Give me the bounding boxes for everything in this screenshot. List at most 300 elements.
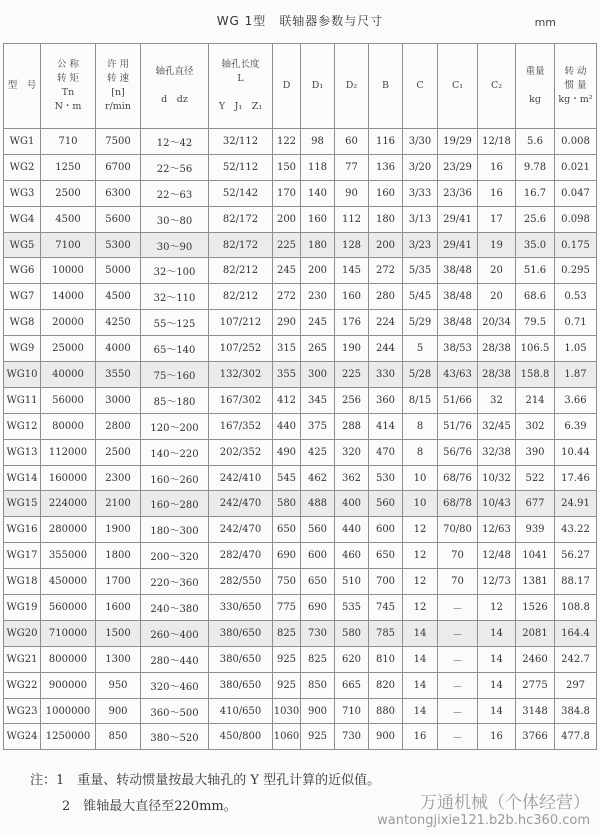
cell-D: 355 xyxy=(273,362,301,388)
header-tn-line: Tn xyxy=(61,87,75,98)
cell-D1: 650 xyxy=(301,569,335,595)
header-bore-line: d dz xyxy=(161,94,188,105)
header-n-line: 许 用 xyxy=(106,59,130,70)
cell-D2: 77 xyxy=(335,154,369,180)
cell-weight: 1041 xyxy=(516,543,555,569)
cell-B: 810 xyxy=(369,646,403,672)
cell-tn: 280000 xyxy=(41,517,96,543)
header-weight-line xyxy=(516,79,554,93)
table-row xyxy=(4,672,597,698)
cell-B: 700 xyxy=(369,569,403,595)
cell-C2: 14 xyxy=(478,672,516,698)
cell-inertia: 43.22 xyxy=(555,517,597,543)
cell-length: 82/172 xyxy=(209,206,273,232)
cell-D2: 362 xyxy=(335,465,369,491)
cell-D1: 98 xyxy=(301,129,335,155)
header-tn xyxy=(41,44,96,129)
cell-weight: 522 xyxy=(516,465,555,491)
cell-B: 650 xyxy=(369,543,403,569)
cell-C: 8 xyxy=(403,413,438,439)
cell-D: 290 xyxy=(273,310,301,336)
cell-C1: － xyxy=(438,595,478,621)
cell-n: 1900 xyxy=(96,517,141,543)
cell-length: 107/252 xyxy=(209,336,273,362)
cell-model: WG2 xyxy=(4,154,41,180)
cell-D2: 256 xyxy=(335,387,369,413)
cell-inertia: 0.047 xyxy=(555,180,597,206)
cell-tn: 2500 xyxy=(41,180,96,206)
header-n xyxy=(96,44,141,129)
cell-D1: 488 xyxy=(301,491,335,517)
cell-tn: 1250 xyxy=(41,154,96,180)
cell-D2: 400 xyxy=(335,491,369,517)
cell-n: 5000 xyxy=(96,258,141,284)
cell-inertia: 10.44 xyxy=(555,439,597,465)
cell-model: WG17 xyxy=(4,543,41,569)
cell-inertia: 0.021 xyxy=(555,154,597,180)
cell-B: 880 xyxy=(369,698,403,724)
cell-n: 5600 xyxy=(96,206,141,232)
cell-C: 12 xyxy=(403,543,438,569)
cell-n: 4000 xyxy=(96,336,141,362)
cell-B: 414 xyxy=(369,413,403,439)
cell-D2: 460 xyxy=(335,543,369,569)
header-weight xyxy=(516,44,555,129)
cell-C1: 38/48 xyxy=(438,310,478,336)
cell-n: 2100 xyxy=(96,491,141,517)
cell-weight: 158.8 xyxy=(516,362,555,388)
cell-tn: 25000 xyxy=(41,336,96,362)
header-inertia-line: 转 动 xyxy=(564,66,587,77)
cell-C1: 70/80 xyxy=(438,517,478,543)
cell-C: 5 xyxy=(403,336,438,362)
cell-model: WG3 xyxy=(4,180,41,206)
cell-inertia: 108.8 xyxy=(555,595,597,621)
table-row xyxy=(4,595,597,621)
cell-weight: 106.5 xyxy=(516,336,555,362)
table-row xyxy=(4,180,597,206)
cell-tn: 56000 xyxy=(41,387,96,413)
cell-bore: 220～360 xyxy=(141,569,209,595)
cell-bore: 380～520 xyxy=(141,724,209,750)
header-C1-line: C₁ xyxy=(451,80,464,91)
cell-C: 5/35 xyxy=(403,258,438,284)
cell-length: 380/650 xyxy=(209,672,273,698)
cell-B: 180 xyxy=(369,206,403,232)
header-n-line: 转 速 xyxy=(106,73,130,84)
cell-C: 3/33 xyxy=(403,180,438,206)
cell-bore: 22～63 xyxy=(141,180,209,206)
cell-tn: 20000 xyxy=(41,310,96,336)
cell-D1: 180 xyxy=(301,232,335,258)
cell-tn: 112000 xyxy=(41,439,96,465)
header-D2 xyxy=(335,44,369,129)
cell-length: 82/212 xyxy=(209,284,273,310)
cell-tn: 450000 xyxy=(41,569,96,595)
cell-bore: 140～220 xyxy=(141,439,209,465)
header-tn-line: 转 矩 xyxy=(56,73,80,84)
cell-n: 3550 xyxy=(96,362,141,388)
cell-C: 16 xyxy=(403,724,438,750)
header-bore xyxy=(141,44,209,129)
cell-C: 3/30 xyxy=(403,129,438,155)
cell-D: 225 xyxy=(273,232,301,258)
header-inertia xyxy=(555,44,597,129)
cell-C: 14 xyxy=(403,672,438,698)
cell-model: WG6 xyxy=(4,258,41,284)
cell-inertia: 0.175 xyxy=(555,232,597,258)
cell-D1: 825 xyxy=(301,646,335,672)
cell-weight: 2081 xyxy=(516,620,555,646)
cell-length: 82/212 xyxy=(209,258,273,284)
cell-D1: 900 xyxy=(301,698,335,724)
cell-model: WG24 xyxy=(4,724,41,750)
cell-weight: 5.6 xyxy=(516,129,555,155)
cell-C1: 23/29 xyxy=(438,154,478,180)
cell-B: 280 xyxy=(369,284,403,310)
cell-C2: 19 xyxy=(478,232,516,258)
cell-D2: 730 xyxy=(335,724,369,750)
cell-length: 242/470 xyxy=(209,517,273,543)
cell-weight: 16.7 xyxy=(516,180,555,206)
cell-bore: 32～100 xyxy=(141,258,209,284)
cell-D2: 320 xyxy=(335,439,369,465)
table-row xyxy=(4,206,597,232)
cell-D: 490 xyxy=(273,439,301,465)
cell-D1: 925 xyxy=(301,724,335,750)
header-C2-line: C₂ xyxy=(490,80,503,91)
cell-C: 14 xyxy=(403,698,438,724)
cell-C2: 10/43 xyxy=(478,491,516,517)
cell-C2: 20/34 xyxy=(478,310,516,336)
cell-model: WG15 xyxy=(4,491,41,517)
cell-length: 380/650 xyxy=(209,646,273,672)
cell-inertia: 1.05 xyxy=(555,336,597,362)
header-n-line: [n] xyxy=(111,87,125,98)
cell-weight: 51.6 xyxy=(516,258,555,284)
cell-model: WG4 xyxy=(4,206,41,232)
cell-model: WG10 xyxy=(4,362,41,388)
cell-C1: 38/53 xyxy=(438,336,478,362)
cell-weight: 1526 xyxy=(516,595,555,621)
cell-D1: 462 xyxy=(301,465,335,491)
cell-D2: 440 xyxy=(335,517,369,543)
cell-bore: 65～140 xyxy=(141,336,209,362)
cell-inertia: 242.7 xyxy=(555,646,597,672)
cell-B: 116 xyxy=(369,129,403,155)
cell-bore: 360～500 xyxy=(141,698,209,724)
cell-inertia: 0.71 xyxy=(555,310,597,336)
cell-inertia: 56.27 xyxy=(555,543,597,569)
cell-C1: 29/41 xyxy=(438,206,478,232)
cell-B: 360 xyxy=(369,387,403,413)
cell-D1: 600 xyxy=(301,543,335,569)
header-tn-line: N・m xyxy=(54,101,82,112)
cell-n: 950 xyxy=(96,672,141,698)
cell-n: 2300 xyxy=(96,465,141,491)
cell-inertia: 88.17 xyxy=(555,569,597,595)
cell-C: 8/15 xyxy=(403,387,438,413)
header-length xyxy=(209,44,273,129)
table-row xyxy=(4,129,597,155)
cell-D1: 730 xyxy=(301,620,335,646)
cell-model: WG9 xyxy=(4,336,41,362)
cell-C1: 68/78 xyxy=(438,491,478,517)
cell-C2: 16 xyxy=(478,180,516,206)
cell-D2: 112 xyxy=(335,206,369,232)
cell-weight: 3766 xyxy=(516,724,555,750)
header-D xyxy=(273,44,301,129)
table-row xyxy=(4,517,597,543)
cell-C2: 14 xyxy=(478,698,516,724)
cell-length: 82/172 xyxy=(209,232,273,258)
cell-bore: 280～440 xyxy=(141,646,209,672)
cell-model: WG13 xyxy=(4,439,41,465)
cell-model: WG12 xyxy=(4,413,41,439)
cell-D1: 850 xyxy=(301,672,335,698)
cell-tn: 1250000 xyxy=(41,724,96,750)
cell-C2: 28/38 xyxy=(478,336,516,362)
cell-D: 170 xyxy=(273,180,301,206)
watermark-company: 万通机械（个体经营） xyxy=(420,793,590,813)
cell-D1: 690 xyxy=(301,595,335,621)
cell-C: 12 xyxy=(403,517,438,543)
header-model xyxy=(4,44,41,129)
header-C1 xyxy=(438,44,478,129)
cell-length: 132/302 xyxy=(209,362,273,388)
header-bore-line: 轴孔直径 xyxy=(155,66,194,77)
cell-D: 245 xyxy=(273,258,301,284)
cell-model: WG8 xyxy=(4,310,41,336)
cell-weight: 35.0 xyxy=(516,232,555,258)
cell-D1: 560 xyxy=(301,517,335,543)
cell-bore: 260～400 xyxy=(141,620,209,646)
header-length-line xyxy=(209,86,272,100)
cell-D: 545 xyxy=(273,465,301,491)
cell-D2: 535 xyxy=(335,595,369,621)
cell-D: 825 xyxy=(273,620,301,646)
cell-D: 925 xyxy=(273,672,301,698)
header-C2 xyxy=(478,44,516,129)
cell-inertia: 0.53 xyxy=(555,284,597,310)
cell-B: 900 xyxy=(369,724,403,750)
cell-B: 560 xyxy=(369,491,403,517)
cell-C2: 20 xyxy=(478,258,516,284)
cell-tn: 355000 xyxy=(41,543,96,569)
cell-D: 925 xyxy=(273,646,301,672)
cell-B: 600 xyxy=(369,517,403,543)
cell-inertia: 1.87 xyxy=(555,362,597,388)
cell-bore: 75～160 xyxy=(141,362,209,388)
header-weight-line: 重量 xyxy=(525,66,545,77)
cell-bore: 160～260 xyxy=(141,465,209,491)
cell-C1: 38/48 xyxy=(438,284,478,310)
cell-model: WG11 xyxy=(4,387,41,413)
coupling-spec-table xyxy=(3,43,597,750)
cell-length: 52/112 xyxy=(209,154,273,180)
cell-n: 6300 xyxy=(96,180,141,206)
cell-bore: 120～200 xyxy=(141,413,209,439)
cell-length: 52/142 xyxy=(209,180,273,206)
cell-n: 1700 xyxy=(96,569,141,595)
cell-model: WG7 xyxy=(4,284,41,310)
cell-bore: 320～460 xyxy=(141,672,209,698)
cell-D1: 160 xyxy=(301,206,335,232)
cell-D2: 665 xyxy=(335,672,369,698)
header-length-line: Y J₁ Z₁ xyxy=(218,101,263,112)
cell-bore: 200～320 xyxy=(141,543,209,569)
cell-B: 785 xyxy=(369,620,403,646)
cell-D2: 128 xyxy=(335,232,369,258)
cell-B: 200 xyxy=(369,232,403,258)
cell-D1: 375 xyxy=(301,413,335,439)
cell-weight: 2775 xyxy=(516,672,555,698)
cell-D1: 118 xyxy=(301,154,335,180)
cell-D2: 90 xyxy=(335,180,369,206)
cell-length: 242/410 xyxy=(209,465,273,491)
cell-B: 244 xyxy=(369,336,403,362)
cell-C2: 14 xyxy=(478,620,516,646)
watermark-website: wantongjixie121.b2b.hc360.com xyxy=(377,813,590,828)
table-row xyxy=(4,154,597,180)
cell-inertia: 24.91 xyxy=(555,491,597,517)
cell-D2: 580 xyxy=(335,620,369,646)
cell-length: 410/650 xyxy=(209,698,273,724)
cell-D1: 140 xyxy=(301,180,335,206)
cell-D2: 145 xyxy=(335,258,369,284)
table-row xyxy=(4,387,597,413)
cell-D2: 190 xyxy=(335,336,369,362)
header-D-line: D xyxy=(282,80,291,91)
cell-D2: 510 xyxy=(335,569,369,595)
cell-length: 202/352 xyxy=(209,439,273,465)
header-inertia-line: 惯 量 xyxy=(564,80,587,91)
cell-D1: 265 xyxy=(301,336,335,362)
cell-weight: 25.6 xyxy=(516,206,555,232)
cell-D: 1030 xyxy=(273,698,301,724)
cell-tn: 80000 xyxy=(41,413,96,439)
cell-C2: 16 xyxy=(478,724,516,750)
cell-length: 450/800 xyxy=(209,724,273,750)
cell-D: 200 xyxy=(273,206,301,232)
cell-C1: 70 xyxy=(438,543,478,569)
cell-n: 1500 xyxy=(96,620,141,646)
cell-tn: 160000 xyxy=(41,465,96,491)
header-D1 xyxy=(301,44,335,129)
cell-bore: 180～300 xyxy=(141,517,209,543)
cell-D2: 160 xyxy=(335,284,369,310)
table-title: WG 1型 联轴器参数与尺寸 xyxy=(216,14,384,28)
cell-model: WG1 xyxy=(4,129,41,155)
cell-length: 242/470 xyxy=(209,491,273,517)
table-body xyxy=(4,129,597,750)
cell-tn: 4500 xyxy=(41,206,96,232)
cell-D1: 345 xyxy=(301,387,335,413)
cell-n: 5300 xyxy=(96,232,141,258)
cell-length: 282/470 xyxy=(209,543,273,569)
cell-D1: 200 xyxy=(301,258,335,284)
table-row xyxy=(4,543,597,569)
header-n-line: r/min xyxy=(105,101,131,112)
cell-C2: 12/63 xyxy=(478,517,516,543)
cell-tn: 560000 xyxy=(41,595,96,621)
cell-C: 8 xyxy=(403,439,438,465)
cell-n: 1800 xyxy=(96,543,141,569)
cell-bore: 85～180 xyxy=(141,387,209,413)
cell-C1: － xyxy=(438,724,478,750)
cell-length: 167/352 xyxy=(209,413,273,439)
table-row xyxy=(4,413,597,439)
cell-model: WG14 xyxy=(4,465,41,491)
header-D1-line: D₁ xyxy=(311,80,324,91)
cell-B: 530 xyxy=(369,465,403,491)
cell-C: 12 xyxy=(403,569,438,595)
cell-tn: 224000 xyxy=(41,491,96,517)
cell-C1: 23/36 xyxy=(438,180,478,206)
cell-model: WG5 xyxy=(4,232,41,258)
cell-C1: － xyxy=(438,698,478,724)
header-model-line: 型 号 xyxy=(7,80,37,91)
table-row xyxy=(4,336,597,362)
cell-weight: 677 xyxy=(516,491,555,517)
cell-bore: 30～90 xyxy=(141,232,209,258)
cell-C1: － xyxy=(438,646,478,672)
table-row xyxy=(4,620,597,646)
cell-D2: 176 xyxy=(335,310,369,336)
cell-C2: 12/73 xyxy=(478,569,516,595)
header-bore-line xyxy=(141,79,208,93)
cell-D2: 225 xyxy=(335,362,369,388)
cell-C1: 51/66 xyxy=(438,387,478,413)
cell-D2: 710 xyxy=(335,698,369,724)
table-row xyxy=(4,258,597,284)
cell-C: 3/20 xyxy=(403,154,438,180)
cell-D: 440 xyxy=(273,413,301,439)
cell-B: 820 xyxy=(369,672,403,698)
cell-model: WG22 xyxy=(4,672,41,698)
cell-weight: 2460 xyxy=(516,646,555,672)
cell-tn: 40000 xyxy=(41,362,96,388)
cell-B: 160 xyxy=(369,180,403,206)
cell-D: 150 xyxy=(273,154,301,180)
cell-weight: 390 xyxy=(516,439,555,465)
cell-tn: 7100 xyxy=(41,232,96,258)
cell-bore: 22～56 xyxy=(141,154,209,180)
cell-model: WG18 xyxy=(4,569,41,595)
header-weight-line: kg xyxy=(529,94,541,105)
cell-model: WG20 xyxy=(4,620,41,646)
cell-D: 1060 xyxy=(273,724,301,750)
cell-C1: － xyxy=(438,672,478,698)
cell-B: 470 xyxy=(369,439,403,465)
cell-bore: 240～380 xyxy=(141,595,209,621)
cell-n: 2500 xyxy=(96,439,141,465)
cell-C2: 32/38 xyxy=(478,439,516,465)
cell-C2: 16 xyxy=(478,154,516,180)
cell-C1: － xyxy=(438,620,478,646)
cell-D: 315 xyxy=(273,336,301,362)
cell-C2: 10/32 xyxy=(478,465,516,491)
cell-length: 32/112 xyxy=(209,129,273,155)
cell-C1: 43/63 xyxy=(438,362,478,388)
cell-inertia: 164.4 xyxy=(555,620,597,646)
cell-tn: 10000 xyxy=(41,258,96,284)
cell-C2: 12 xyxy=(478,595,516,621)
cell-B: 224 xyxy=(369,310,403,336)
cell-tn: 710 xyxy=(41,129,96,155)
cell-D: 650 xyxy=(273,517,301,543)
cell-C1: 68/76 xyxy=(438,465,478,491)
